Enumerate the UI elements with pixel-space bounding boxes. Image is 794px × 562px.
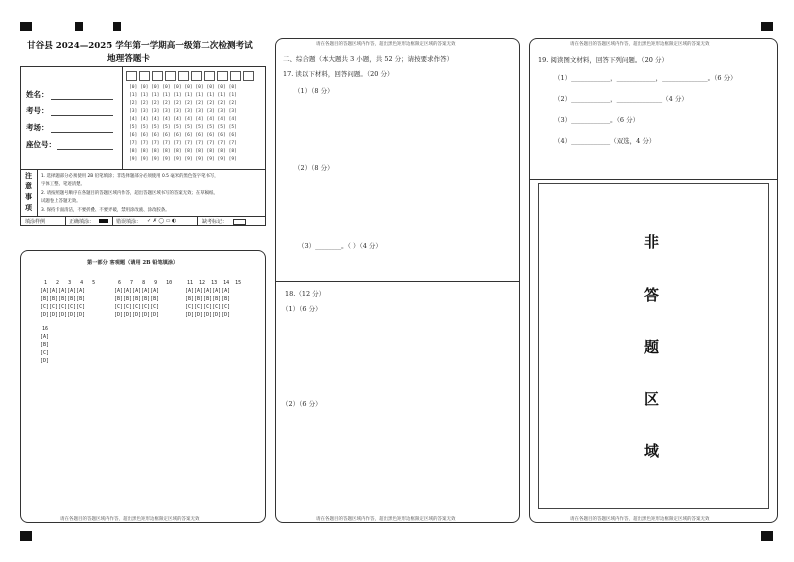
id-box[interactable]	[191, 71, 202, 81]
non-answer-char-4: 区	[644, 390, 660, 408]
info-panel	[20, 66, 266, 226]
notes-side-label-2: 意	[25, 181, 32, 190]
note-line: 1. 选择题部分必须使用 2B 铅笔填涂；非选择题部分必须使用 0.5 毫米的黑色签字笔书写，	[41, 174, 219, 179]
answer-sheet-title: 地理答题卡	[107, 54, 150, 64]
id-box[interactable]	[152, 71, 163, 81]
id-box[interactable]	[139, 71, 150, 81]
question-17-part-2[interactable]: （2）（8 分）	[294, 164, 334, 172]
mc-numbers-6-10: 6 7 8 9 10	[115, 280, 173, 286]
id-bubble-row[interactable]: [2] [2] [2] [2] [2] [2] [2] [2] [2] [2]	[129, 101, 237, 106]
question-17-part-1[interactable]: （1）（8 分）	[294, 87, 334, 95]
wrong-fill-samples: ✓ ✗ ◯ ▭ ◐	[147, 218, 177, 224]
id-bubble-row[interactable]: [5] [5] [5] [5] [5] [5] [5] [5] [5] [5]	[129, 125, 237, 130]
notice-top-middle: 请在各题目的答题区域内作答，超出黑色矩形边框限定区域的答案无效	[316, 42, 456, 47]
mc-number-16: 16	[39, 326, 49, 332]
registration-mark-top-left	[20, 22, 32, 31]
id-box[interactable]	[243, 71, 254, 81]
notice-bottom-middle: 请在各题目的答题区域内作答，超出黑色矩形边框限定区域的答案无效	[316, 517, 456, 522]
wrong-fill-label: 错误填涂：	[116, 219, 142, 225]
mc-row-c[interactable]: [C][C][C][C][C]	[114, 304, 160, 310]
mc-row-d[interactable]: [D][D][D][D][D]	[114, 312, 160, 318]
correct-fill-label: 正确填涂：	[69, 219, 95, 225]
mc-row-a[interactable]: [A][A][A][A][A]	[185, 288, 231, 294]
mc-row-b[interactable]: [B]	[40, 342, 50, 348]
mc-row-d[interactable]: [D][D][D][D][D]	[185, 312, 231, 318]
name-label: 姓名：	[26, 90, 49, 99]
id-bubble-row[interactable]: [1] [1] [1] [1] [1] [1] [1] [1] [1] [1]	[129, 93, 237, 98]
non-answer-char-1: 非	[644, 233, 660, 251]
id-bubble-row[interactable]: [0] [0] [0] [0] [0] [0] [0] [0] [0] [0]	[129, 85, 237, 90]
question-17-18-panel	[275, 38, 520, 523]
mc-row-a[interactable]: [A][A][A][A][A]	[40, 288, 86, 294]
id-box[interactable]	[230, 71, 241, 81]
seat-number-field[interactable]	[57, 149, 113, 150]
exam-number-label: 考号：	[26, 106, 49, 115]
question-19-part-1[interactable]: （1）____________，____________，______________。（6 分）	[554, 74, 737, 82]
question-19: 19. 阅读图文材料，回答下列问题。（20 分）	[538, 56, 668, 64]
id-bubble-row[interactable]: [6] [6] [6] [6] [6] [6] [6] [6] [6] [6]	[129, 133, 237, 138]
mc-row-a[interactable]: [A][A][A][A][A]	[114, 288, 160, 294]
registration-mark-top-right	[761, 22, 773, 31]
note-line: 试题卷上答题无效。	[41, 199, 81, 204]
id-bubble-row[interactable]: [7] [7] [7] [7] [7] [7] [7] [7] [7] [7]	[129, 141, 237, 146]
mc-row-a[interactable]: [A]	[40, 334, 50, 340]
registration-mark-bottom-left	[20, 531, 32, 541]
registration-mark-bottom-right	[761, 531, 773, 541]
id-bubble-row[interactable]: [9] [9] [9] [9] [9] [9] [9] [9] [9] [9]	[129, 157, 237, 162]
notice-top-right: 请在各题目的答题区域内作答，超出黑色矩形边框限定区域的答案无效	[570, 42, 710, 47]
section-2-heading: 二、综合题（本大题共 3 小题，共 52 分；请按要求作答）	[283, 55, 454, 63]
id-bubble-row[interactable]: [4] [4] [4] [4] [4] [4] [4] [4] [4] [4]	[129, 117, 237, 122]
note-line: 字体工整、笔迹清楚。	[41, 182, 85, 187]
id-bubble-row[interactable]: [8] [8] [8] [8] [8] [8] [8] [8] [8] [8]	[129, 149, 237, 154]
notes-side-label-3: 事	[25, 192, 32, 201]
question-19-part-4[interactable]: （4）____________（双选，4 分）	[554, 137, 656, 145]
question-18: 18.（12 分）	[285, 290, 326, 298]
mc-row-b[interactable]: [B][B][B][B][B]	[185, 296, 231, 302]
mc-row-d[interactable]: [D]	[40, 358, 50, 364]
id-box[interactable]	[165, 71, 176, 81]
name-field[interactable]	[51, 99, 113, 100]
exam-number-field[interactable]	[51, 115, 113, 116]
objective-section-panel	[20, 250, 266, 523]
mc-numbers-11-15: 11 12 13 14 15	[184, 280, 242, 286]
exam-room-field[interactable]	[51, 132, 113, 133]
mc-row-c[interactable]: [C][C][C][C][C]	[40, 304, 86, 310]
correct-fill-sample	[99, 219, 108, 223]
mc-row-c[interactable]: [C][C][C][C][C]	[185, 304, 231, 310]
missing-mark-label: 缺考标记：	[202, 219, 228, 225]
question-17-part-3[interactable]: （3）________。（ ）（4 分）	[298, 242, 382, 250]
id-bubble-row[interactable]: [3] [3] [3] [3] [3] [3] [3] [3] [3] [3]	[129, 109, 237, 114]
notes-side-label-4: 项	[25, 203, 32, 212]
id-box[interactable]	[178, 71, 189, 81]
objective-section-title: 第一部分 客观题（请用 2B 铅笔填涂）	[87, 260, 179, 266]
registration-mark-top-3	[113, 22, 121, 31]
non-answer-char-2: 答	[644, 286, 660, 304]
question-19-panel	[529, 38, 778, 523]
mc-numbers-1-5: 1 2 3 4 5	[41, 280, 96, 286]
seat-number-label: 座位号：	[26, 140, 56, 149]
mc-row-c[interactable]: [C]	[40, 350, 50, 356]
notice-bottom-right: 请在各题目的答题区域内作答，超出黑色矩形边框限定区域的答案无效	[570, 517, 710, 522]
question-19-part-3[interactable]: （3）____________。（6 分）	[554, 116, 640, 124]
question-18-part-2[interactable]: （2）（6 分）	[282, 400, 322, 408]
exam-title: 甘谷县 2024—2025 学年第一学期高一级第二次检测考试	[27, 41, 253, 51]
note-line: 2. 请按照题号顺序在各题目的答题区域内作答，超出答题区域书写的答案无效；在草稿纸、	[41, 191, 218, 196]
non-answer-char-3: 题	[644, 338, 660, 356]
question-19-part-2[interactable]: （2）____________，______________（4 分）	[554, 95, 688, 103]
notice-bottom-left: 请在各题目的答题区域内作答，超出黑色矩形边框限定区域的答案无效	[60, 517, 200, 522]
id-box[interactable]	[217, 71, 228, 81]
non-answer-char-5: 域	[644, 442, 660, 460]
mc-row-d[interactable]: [D][D][D][D][D]	[40, 312, 86, 318]
mc-row-b[interactable]: [B][B][B][B][B]	[114, 296, 160, 302]
fill-example-label: 填涂样例	[25, 219, 46, 225]
mc-row-b[interactable]: [B][B][B][B][B]	[40, 296, 86, 302]
exam-room-label: 考场：	[26, 123, 49, 132]
missing-mark-box[interactable]	[233, 219, 246, 225]
question-18-part-1[interactable]: （1）（6 分）	[282, 305, 322, 313]
id-box[interactable]	[126, 71, 137, 81]
note-line: 3. 保持卡面清洁，不要折叠、不要弄破，禁用涂改液、涂改胶条。	[41, 208, 170, 213]
registration-mark-top-2	[75, 22, 83, 31]
question-17: 17. 读以下材料，回答问题。（20 分）	[283, 70, 394, 78]
notes-side-label-1: 注	[25, 171, 32, 180]
id-box[interactable]	[204, 71, 215, 81]
